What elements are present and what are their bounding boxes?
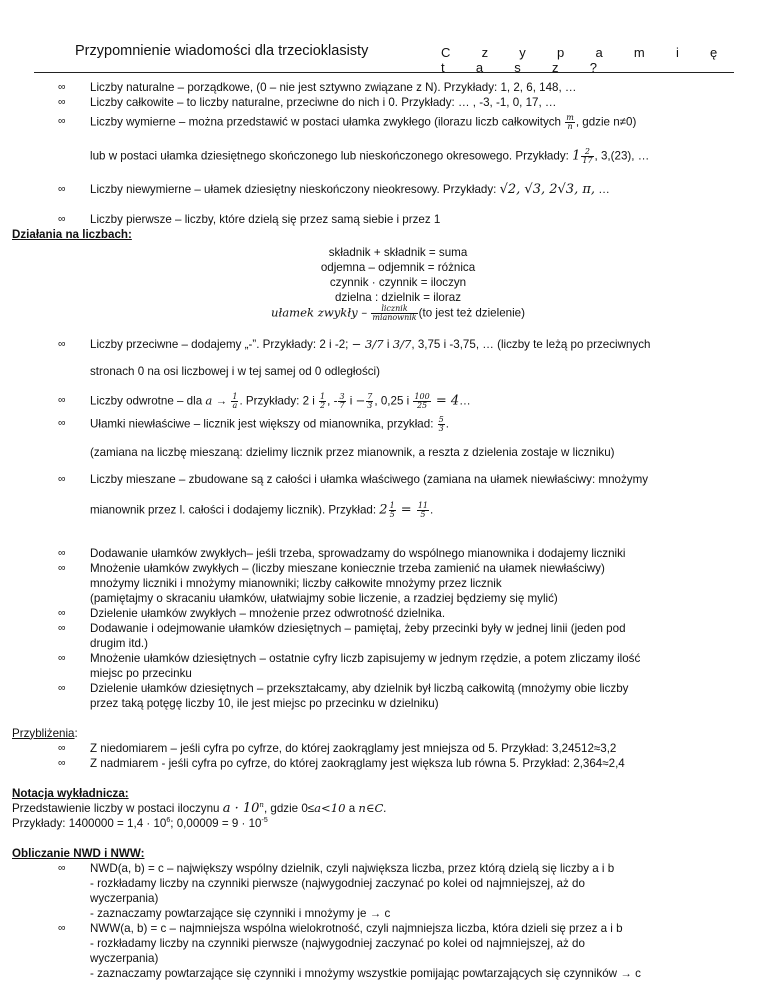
infinity-bullet-icon: ∞ — [58, 115, 66, 127]
fraction: $\frac{1}{a}$ — [232, 392, 238, 411]
list-item-continuation: lub w postaci ułamka dziesiętnego skończonego lub nieskończonego okresowego. Przykłady: 1 $\frac{2}{17}$ , 3,(23), … — [90, 146, 650, 165]
list-item-continuation: mianownik przez l. całości i dodajemy licznik). Przykład: 2 $\frac{1}{5}$ = $\frac{11}{5}$ . — [90, 501, 434, 520]
infinity-bullet-icon: ∞ — [58, 861, 66, 874]
list-item-continuation: (zamiana na liczbę mieszaną: dzielimy licznik przez mianownik, a reszta z dzielenia zostaje w liczniku) — [90, 445, 615, 459]
section-heading-przyblizenia: Przybliżenia: — [12, 726, 78, 740]
section-heading-nwd: Obliczanie NWD i NWW: — [12, 846, 145, 860]
fraction: $\frac{11}{5}$ — [417, 501, 429, 520]
infinity-bullet-icon: ∞ — [58, 183, 66, 196]
fraction: $\frac{1}{2}$ — [320, 392, 326, 411]
list-item: ∞ Z niedomiarem – jeśli cyfra po cyfrze, do której zaokrąglamy jest mniejsza od 5. Przykład: 3,24512≈3,2 — [58, 741, 617, 755]
notation-definition: Przedstawienie liczby w postaci iloczynu $a \cdot 10^n$, gdzie 0≤a<10 a n∈C. — [12, 800, 387, 816]
header-divider — [34, 72, 734, 73]
list-item: ∞ Dodawanie i odejmowanie ułamków dziesiętnych – pamiętaj, żeby przecinki były w jednej linii (jeden pod drugim itd.) — [58, 621, 626, 650]
fraction: $\frac{1}{5}$ — [389, 501, 395, 520]
list-item: ∞ Dzielenie ułamków dziesiętnych – przekształcamy, aby dzielnik był liczbą całkowitą (mnożymy obie liczby przez taką potęgę liczby 10, ile jest miejsc po przecinku w dzielniku) — [58, 681, 629, 710]
list-item: ∞ Mnożenie ułamków dziesiętnych – ostatnie cyfry liczb zapisujemy w jednym rzędzie, a potem zliczamy ilość miejsc po przecinku — [58, 651, 641, 680]
list-item-pierwsze: ∞ Liczby pierwsze – liczby, które dzielą się przez samą siebie i przez 1 — [58, 213, 441, 227]
infinity-bullet-icon: ∞ — [58, 394, 66, 407]
list-item: ∞ Dodawanie ułamków zwykłych– jeśli trzeba, sprowadzamy do wspólnego mianownika i dodajemy liczniki — [58, 546, 626, 560]
infinity-bullet-icon: ∞ — [58, 546, 66, 559]
infinity-bullet-icon: ∞ — [58, 756, 66, 769]
infinity-bullet-icon: ∞ — [58, 651, 66, 664]
page-subtitle: C z y p a m i ę t a s z ? — [441, 45, 732, 75]
infinity-bullet-icon: ∞ — [58, 921, 66, 934]
infinity-bullet-icon: ∞ — [58, 561, 66, 574]
infinity-bullet-icon: ∞ — [58, 338, 66, 351]
infinity-bullet-icon: ∞ — [58, 417, 66, 430]
fraction: $\frac{5}{3}$ — [438, 415, 444, 434]
operation-names-list: składnik + składnik = suma odjemna – odjemnik = różnica czynnik · czynnik = iloczyn dzielna : dzielnik = iloraz ułamek zwykły – $\frac{\text{licznik}}{\text{mianownik}}$ (to jest też dzielenie) — [34, 245, 734, 322]
fraction: $\frac{2}{17}$ — [582, 146, 593, 165]
fraction: $\frac{7}{3}$ — [367, 392, 373, 411]
list-item-przeciwne: ∞ Liczby przeciwne – dodajemy „-”. Przykłady: 2 i -2; − 3/7 i 3/7, 3,75 i -3,75, … (liczby te leżą po przeciwnych — [58, 337, 651, 352]
section-notacja — [12, 786, 734, 831]
list-item-nww: ∞ NWW(a, b) = c – najmniejsza wspólna wielokrotność, czyli najmniejsza liczba, która dzieli się przez a i b - rozkładamy liczby na czynniki pierwsze (najwygodniej zaczynać po kolei od najmniejszej, aż do wyczerpania) - zaznaczamy powtarzające się czynniki i mnożymy wszystkie pomijając powtarzających się czynników → c — [58, 921, 641, 980]
list-item-wymierne: ∞ Liczby wymierne – można przedstawić w postaci ułamka zwykłego (ilorazu liczb całkowitych $\frac{m}{n}$ , gdzie n≠0) — [58, 113, 637, 131]
list-item-mieszane: ∞ Liczby mieszane – zbudowane są z całości i ułamka właściwego (zamiana na ułamek niewłaściwy: mnożymy — [58, 472, 649, 486]
infinity-bullet-icon: ∞ — [58, 741, 66, 754]
list-item: ∞ Mnożenie ułamków zwykłych – (liczby mieszane koniecznie trzeba zamienić na ułamek niewłaściwy) mnożymy liczniki i mnożymy mianowniki; liczby całkowite mnożymy przez licznik (pamiętajmy o skracaniu ułamków, ułatwiajmy sobie liczenie, a rzadziej będziemy się mylić) — [58, 561, 605, 605]
fraction: $\frac{100}{25}$ — [414, 392, 430, 411]
list-item-niewymierne: ∞ Liczby niewymierne – ułamek dziesiętny nieskończony nieokresowy. Przykłady: √2, √3, 2√3, π, … — [58, 182, 610, 198]
infinity-bullet-icon: ∞ — [58, 472, 66, 485]
operations-list — [34, 546, 734, 711]
fraction-definition: ułamek zwykły – $\frac{\text{licznik}}{\text{mianownik}}$ (to jest też dzielenie) — [271, 304, 525, 323]
list-item-niewlasciwe: ∞ Ułamki niewłaściwe – licznik jest większy od mianownika, przykład: $\frac{5}{3}$ . — [58, 415, 449, 434]
page-title: Przypomnienie wiadomości dla trzecioklasisty — [75, 43, 369, 59]
section-heading-dzialania: Działania na liczbach: — [12, 228, 132, 242]
infinity-bullet-icon: ∞ — [58, 96, 66, 108]
list-item: ∞ Dzielenie ułamków zwykłych – mnożenie przez odwrotność dzielnika. — [58, 606, 446, 620]
fraction: $\frac{\text{licznik}}{\text{mianownik}}$ — [372, 304, 417, 323]
list-item: ∞ Liczby naturalne – porządkowe, (0 – nie jest sztywno związane z N). Przykłady: 1, 2, 6, 148, … — [58, 81, 577, 94]
document-header — [75, 43, 734, 75]
fraction: $\frac{3}{7}$ — [339, 392, 345, 411]
notation-examples: Przykłady: $1400000 = 1,4 \cdot 10^6$; $0,00009 = 9 \cdot 10^{-5}$ — [12, 816, 268, 830]
infinity-bullet-icon: ∞ — [58, 681, 66, 694]
list-item-odwrotne: ∞ Liczby odwrotne – dla a → $\frac{1}{a}$ . Przykłady: 2 i $\frac{1}{2}$ , - $\frac{3}{7}$ i − $\frac{7}{3}$ , 0,25 i $\frac{100}{25}$ = 4… — [58, 392, 471, 411]
fraction: $\frac{m}{n}$ — [566, 113, 574, 131]
infinity-bullet-icon: ∞ — [58, 621, 66, 634]
infinity-bullet-icon: ∞ — [58, 213, 66, 226]
list-item-continuation: stronach 0 na osi liczbowej i w tej samej od 0 odległości) — [90, 364, 380, 378]
document-body — [12, 80, 734, 981]
infinity-bullet-icon: ∞ — [58, 81, 66, 93]
infinity-bullet-icon: ∞ — [58, 606, 66, 619]
section-heading-notacja: Notacja wykładnicza: — [12, 786, 129, 800]
list-item: ∞ Z nadmiarem - jeśli cyfra po cyfrze, do której zaokrąglamy jest większa lub równa 5. Przykład: 2,364≈2,4 — [58, 756, 625, 770]
list-item: ∞ Liczby całkowite – to liczby naturalne, przeciwne do nich i 0. Przykłady: … , -3, -1, 0, 17, … — [58, 96, 557, 109]
list-item-nwd: ∞ NWD(a, b) = c – największy wspólny dzielnik, czyli największa liczba, przez którą dzielą się liczby a i b - rozkładamy liczby na czynniki pierwsze (najwygodniej zaczynać po kolei od najmniejszej, aż do wyczerpania) - zaznaczamy powtarzające się czynniki i mnożymy je → c — [58, 861, 615, 920]
